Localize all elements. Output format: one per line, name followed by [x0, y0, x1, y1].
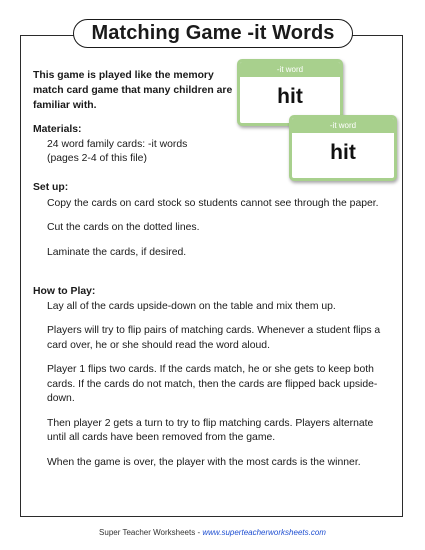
how-to-play-paragraph: When the game is over, the player with the most cards is the winner.	[47, 456, 361, 468]
how-to-play-heading: How to Play:	[33, 286, 96, 297]
materials-line: (pages 2-4 of this file)	[47, 153, 147, 164]
card-header: -it word	[240, 62, 340, 77]
title-banner	[73, 19, 353, 48]
setup-paragraph: Cut the cards on the dotted lines.	[47, 222, 200, 233]
how-to-play-paragraph: Players will try to flip pairs of matching cards. Whenever a student flips a card over, he or she should read the word aloud.	[47, 325, 381, 351]
materials-line: 24 word family cards: -it words	[47, 138, 188, 150]
how-to-play-section	[33, 285, 388, 470]
sample-word-card	[289, 115, 397, 181]
how-to-play-paragraph: Lay all of the cards upside-down on the table and mix them up.	[47, 300, 336, 312]
setup-heading: Set up:	[33, 182, 69, 193]
setup-section	[33, 181, 383, 260]
footer	[0, 528, 425, 537]
page-title: Matching Game -it Words	[91, 22, 335, 44]
setup-paragraph: Copy the cards on card stock so students cannot see through the paper.	[47, 197, 379, 209]
intro-text: This game is played like the memory match card game that many children are familiar with.	[33, 70, 233, 111]
footer-link[interactable]: www.superteacherworksheets.com	[202, 528, 326, 537]
how-to-play-paragraph: Then player 2 gets a turn to try to flip matching cards. Players alternate until all cards have been removed from the game.	[47, 417, 374, 443]
card-word: hit	[330, 141, 356, 164]
card-word: hit	[277, 85, 303, 108]
card-header: -it word	[292, 118, 394, 133]
setup-paragraph: Laminate the cards, if desired.	[47, 246, 187, 258]
footer-brand: Super Teacher Worksheets -	[99, 528, 203, 537]
how-to-play-paragraph: Player 1 flips two cards. If the cards match, he or she gets to keep both cards. If the cards do not match, then the cards are flipped back upside-down.	[47, 364, 378, 404]
materials-section	[33, 123, 187, 167]
materials-heading: Materials:	[33, 124, 82, 135]
